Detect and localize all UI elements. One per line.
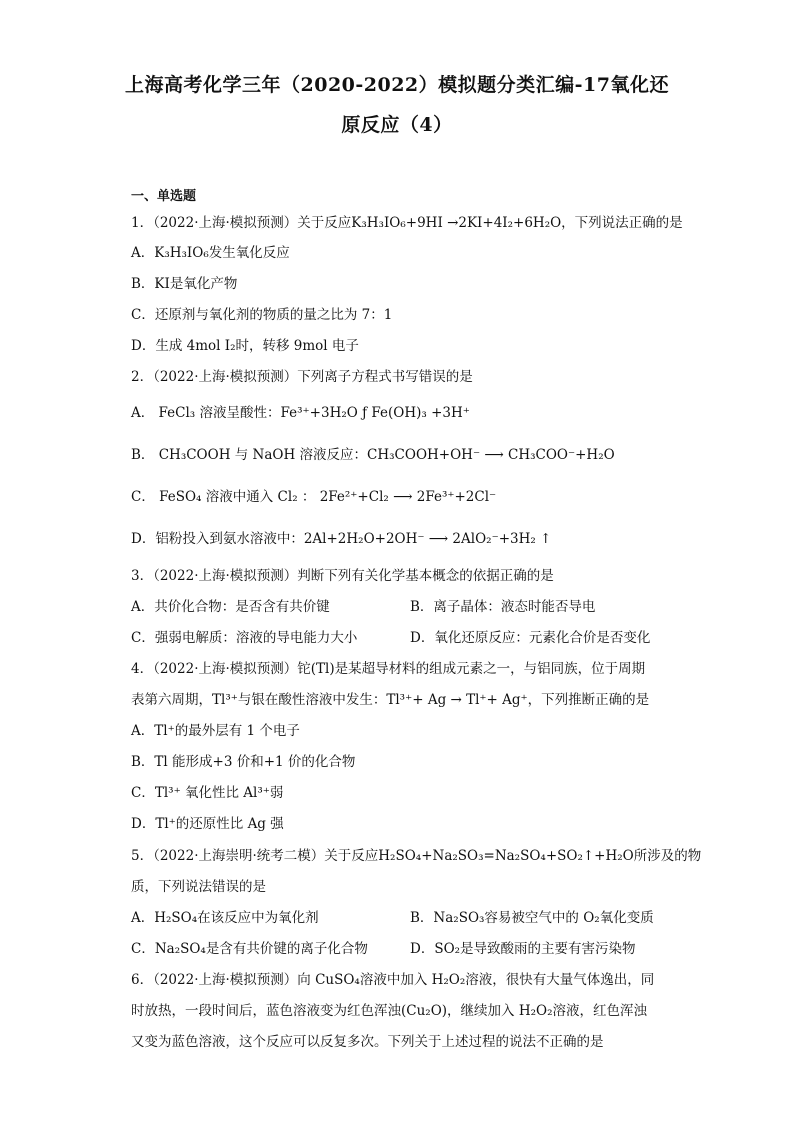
- q3-option-d: D．氧化还原反应：元素化合价是否变化: [410, 630, 651, 646]
- q6-stem-line1: 6．（2022·上海·模拟预测）向 CuSO₄溶液中加入 H₂O₂溶液，很快有大量气体逸出，同: [131, 972, 655, 988]
- q6-stem-line2: 时放热，一段时间后，蓝色溶液变为红色浑浊(Cu₂O)，继续加入 H₂O₂溶液，红色浑浊: [131, 1003, 647, 1019]
- q5-option-a: A．H₂SO₄在该反应中为氧化剂: [131, 910, 319, 926]
- q5-stem-line2: 质，下列说法错误的是: [131, 879, 266, 895]
- q4-stem-line2: 表第六周期，Tl³⁺与银在酸性溶液中发生：Tl³⁺+ Ag → Tl⁺+ Ag⁺，下列推断正确的是: [131, 692, 650, 708]
- q6-stem-line3: 又变为蓝色溶液，这个反应可以反复多次。下列关于上述过程的说法不正确的是: [131, 1034, 604, 1050]
- q5-option-d: D．SO₂是导致酸雨的主要有害污染物: [410, 941, 636, 957]
- q2-option-b: B． CH₃COOH 与 NaOH 溶液反应：CH₃COOH+OH⁻ ⟶ CH₃COO⁻+H₂O: [131, 447, 615, 463]
- q1-option-c: C．还原剂与氧化剂的物质的量之比为 7：1: [131, 307, 393, 323]
- q3-option-b: B．离子晶体：液态时能否导电: [410, 599, 596, 615]
- document-title-line2: 原反应（4）: [341, 114, 453, 136]
- q5-option-c: C．Na₂SO₄是含有共价键的离子化合物: [131, 941, 368, 957]
- q2-option-d: D．铝粉投入到氨水溶液中：2Al+2H₂O+2OH⁻ ⟶ 2AlO₂⁻+3H₂ ↑: [131, 531, 552, 547]
- q3-stem: 3．（2022·上海·模拟预测）判断下列有关化学基本概念的依据正确的是: [131, 568, 554, 584]
- q3-option-c: C．强弱电解质：溶液的导电能力大小: [131, 630, 358, 646]
- q2-option-c: C． FeSO₄ 溶液中通入 Cl₂ ： 2Fe²⁺+Cl₂ ⟶ 2Fe³⁺+2Cl⁻: [131, 489, 497, 505]
- section-heading: 一、单选题: [131, 189, 197, 204]
- q1-stem: 1．（2022·上海·模拟预测）关于反应K₃H₃IO₆+9HI →2KI+4I₂+6H₂O，下列说法正确的是: [131, 215, 683, 231]
- q1-option-a: A．K₃H₃IO₆发生氧化反应: [131, 245, 290, 261]
- q5-stem-line1: 5．（2022·上海崇明·统考二模）关于反应H₂SO₄+Na₂SO₃=Na₂SO₄+SO₂↑+H₂O所涉及的物: [131, 848, 702, 864]
- q4-stem-line1: 4．（2022·上海·模拟预测）铊(Tl)是某超导材料的组成元素之一，与铝同族，位于周期: [131, 661, 646, 677]
- q4-option-c: C．Tl³⁺ 氧化性比 Al³⁺弱: [131, 785, 284, 801]
- q3-option-a: A．共价化合物：是否含有共价键: [131, 599, 330, 615]
- q4-option-d: D．Tl⁺的还原性比 Ag 强: [131, 816, 284, 832]
- q1-option-b: B．KI是氧化产物: [131, 276, 238, 292]
- q2-stem: 2．（2022·上海·模拟预测）下列离子方程式书写错误的是: [131, 369, 473, 385]
- document-title-line1: 上海高考化学三年（2020-2022）模拟题分类汇编-17氧化还: [125, 74, 669, 96]
- q5-option-b: B．Na₂SO₃容易被空气中的 O₂氧化变质: [410, 910, 654, 926]
- q4-option-b: B．Tl 能形成+3 价和+1 价的化合物: [131, 754, 356, 770]
- q2-option-a: A． FeCl₃ 溶液呈酸性：Fe³⁺+3H₂O ƒ Fe(OH)₃ +3H⁺: [131, 405, 470, 421]
- q4-option-a: A．Tl⁺的最外层有 1 个电子: [131, 723, 300, 739]
- q1-option-d: D．生成 4mol I₂时，转移 9mol 电子: [131, 338, 359, 354]
